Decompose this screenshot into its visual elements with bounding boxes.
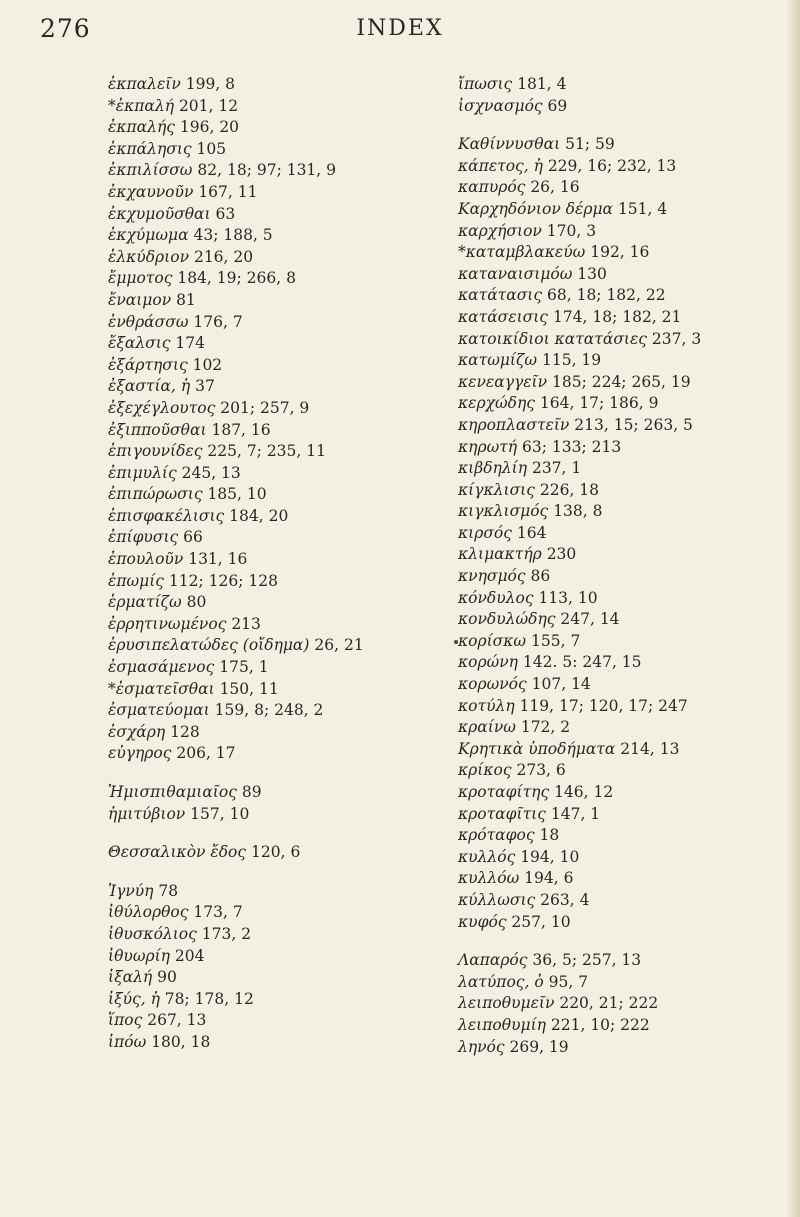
index-entry-references: 237, 1 bbox=[531, 459, 582, 478]
index-entry-headword: ἐκπαλεῖν bbox=[108, 75, 181, 93]
index-entry-headword: εὐγηρος bbox=[108, 744, 172, 763]
index-entry-references: 185; 224; 265, 19 bbox=[551, 372, 691, 391]
index-entry-references: 26, 16 bbox=[530, 178, 580, 197]
index-entry-references: 181, 4 bbox=[517, 75, 567, 93]
index-entry-references: 174, 18; 182, 21 bbox=[552, 307, 682, 326]
index-entry-references: 138, 8 bbox=[553, 502, 603, 521]
index-entry-references: 269, 19 bbox=[509, 1037, 569, 1056]
index-entry-references: 157, 10 bbox=[190, 804, 250, 823]
index-entry-headword: ἐρυσιπελατώδες (οἴδημα) bbox=[108, 636, 310, 655]
index-entry bbox=[458, 782, 778, 804]
index-entry bbox=[458, 950, 778, 972]
index-entry-references: 130 bbox=[577, 264, 607, 283]
index-entry bbox=[108, 527, 438, 549]
index-entry bbox=[108, 946, 438, 968]
index-entry-references: 120, 6 bbox=[251, 843, 301, 862]
index-entry bbox=[108, 782, 438, 804]
index-entry bbox=[108, 967, 438, 989]
index-entry-references: 257, 10 bbox=[511, 912, 571, 931]
index-entry-references: 221, 10; 222 bbox=[550, 1015, 650, 1034]
index-entry-references: 229, 16; 232, 13 bbox=[547, 156, 677, 175]
index-entry-references: 220, 21; 222 bbox=[559, 994, 659, 1013]
index-entry-references: 68, 18; 182, 22 bbox=[547, 286, 666, 305]
index-entry-references: 26, 21 bbox=[314, 636, 364, 655]
index-entry-references: 164 bbox=[516, 523, 547, 542]
index-entry bbox=[108, 484, 438, 506]
index-entry bbox=[108, 420, 438, 442]
index-entry-references: 105 bbox=[196, 139, 227, 158]
index-entry-references: 201, 12 bbox=[178, 96, 239, 115]
index-entry-headword: κατάτασις bbox=[458, 286, 543, 305]
index-entry bbox=[458, 96, 778, 118]
index-entry-references: 164, 17; 186, 9 bbox=[539, 394, 659, 413]
index-entry-references: 180, 18 bbox=[151, 1032, 211, 1051]
index-entry-references: 37 bbox=[195, 377, 215, 396]
index-entry bbox=[108, 312, 438, 334]
index-entry-references: 155, 7 bbox=[531, 631, 581, 650]
index-entry bbox=[108, 398, 438, 420]
index-entry-headword: ἐκπάλησις bbox=[108, 139, 192, 158]
index-entry bbox=[458, 804, 778, 826]
index-entry bbox=[108, 804, 438, 826]
index-entry-headword: κενεαγγεῖν bbox=[458, 372, 548, 391]
index-entry bbox=[458, 890, 778, 912]
index-entry-headword: ἑλκύδριον bbox=[108, 247, 190, 266]
index-entry-headword: *ἐκπαλή bbox=[108, 96, 174, 115]
index-entry-references: 172, 2 bbox=[520, 718, 571, 737]
index-entry bbox=[108, 635, 438, 657]
index-entry-headword: ἐξαστία, ἡ bbox=[108, 377, 191, 396]
index-entry-headword: ἐνθράσσω bbox=[108, 312, 189, 331]
index-entry-references: 192, 16 bbox=[590, 243, 650, 262]
index-entry-headword: ἐξεχέγλουτος bbox=[108, 398, 216, 417]
index-entry-references: 63 bbox=[215, 204, 236, 223]
index-entry bbox=[108, 722, 438, 744]
index-entry-references: 81 bbox=[176, 290, 196, 309]
index-entry-references: 102 bbox=[192, 355, 223, 374]
page-edge-shade bbox=[786, 0, 800, 1217]
index-entry-headword: ἰξαλή bbox=[108, 968, 153, 987]
index-entry bbox=[458, 631, 778, 653]
index-entry-headword: κραίνω bbox=[458, 718, 516, 737]
index-entry-references: 66 bbox=[183, 528, 203, 547]
index-entry bbox=[458, 372, 778, 394]
running-head bbox=[0, 14, 800, 48]
index-entry-references: 95, 7 bbox=[548, 972, 589, 991]
letter-section-gap bbox=[458, 933, 778, 950]
index-entry-headword: ἔμμοτος bbox=[108, 269, 173, 288]
index-entry bbox=[458, 242, 778, 264]
index-entry bbox=[458, 847, 778, 869]
index-entry bbox=[108, 571, 438, 593]
index-entry-headword: κιγκλισμός bbox=[458, 502, 549, 521]
index-entry bbox=[108, 225, 438, 247]
index-entry bbox=[458, 825, 778, 847]
index-entry-headword: ἐπιγουνίδες bbox=[108, 442, 203, 461]
index-entry bbox=[458, 972, 778, 994]
index-entry-headword: ἐκπαλής bbox=[108, 118, 175, 137]
index-column-right bbox=[458, 74, 778, 1058]
index-entry-references: 112; 126; 128 bbox=[168, 571, 278, 590]
index-entry bbox=[458, 393, 778, 415]
margin-dot bbox=[454, 640, 458, 644]
index-entry-references: 167, 11 bbox=[198, 182, 258, 201]
index-entry-headword: ληνός bbox=[458, 1037, 505, 1056]
index-entry bbox=[458, 696, 778, 718]
index-entry-headword: ἐξιπποῦσθαι bbox=[108, 420, 207, 439]
index-entry-headword: ἔξαλσις bbox=[108, 334, 171, 353]
index-entry bbox=[458, 501, 778, 523]
index-entry-references: 80 bbox=[186, 593, 207, 612]
index-entry-headword: κατωμίζω bbox=[458, 351, 538, 370]
index-entry-references: 175, 1 bbox=[219, 658, 269, 677]
index-entry-headword: λειποθυμεῖν bbox=[458, 994, 555, 1013]
index-entry-headword: κνησμός bbox=[458, 567, 526, 586]
index-entry bbox=[108, 355, 438, 377]
index-entry-references: 237, 3 bbox=[651, 329, 702, 348]
index-entry-headword: ἰθυσκόλιος bbox=[108, 924, 197, 943]
index-entry-references: 113, 10 bbox=[538, 588, 598, 607]
running-head-title: INDEX bbox=[356, 16, 444, 41]
index-entry-headword: κροταφίτης bbox=[458, 783, 550, 801]
index-entry-headword: ἐσματεύομαι bbox=[108, 701, 210, 720]
index-entry-headword: κιβδηλίη bbox=[458, 459, 528, 478]
index-entry-references: 230 bbox=[546, 545, 577, 564]
letter-section-gap bbox=[108, 825, 438, 842]
index-entry bbox=[458, 177, 778, 199]
index-entry-references: 36, 5; 257, 13 bbox=[532, 951, 642, 970]
index-entry bbox=[108, 902, 438, 924]
index-entry bbox=[108, 700, 438, 722]
index-entry-references: 78 bbox=[158, 881, 179, 900]
index-entry-headword: ἰθύλορθος bbox=[108, 903, 189, 922]
index-column-left bbox=[108, 74, 438, 1054]
index-entry-headword: κροταφῖτις bbox=[458, 804, 546, 823]
index-entry bbox=[458, 437, 778, 459]
index-entry-headword: κυλλόω bbox=[458, 869, 520, 888]
index-entry bbox=[108, 96, 438, 118]
index-entry-references: 245, 13 bbox=[181, 463, 241, 482]
index-entry-headword: Θεσσαλικὸν ἔδος bbox=[108, 843, 247, 862]
index-entry-headword: ἴπωσις bbox=[458, 75, 513, 93]
index-entry-references: 213 bbox=[231, 614, 261, 633]
index-entry-headword: καταναισιμόω bbox=[458, 264, 573, 283]
index-entry-headword: κίγκλισις bbox=[458, 480, 535, 499]
index-entry bbox=[458, 199, 778, 221]
index-entry-references: 214, 13 bbox=[620, 739, 680, 758]
index-entry-headword: Καρχηδόνιον δέρμα bbox=[458, 199, 613, 218]
index-entry-references: 115, 19 bbox=[541, 351, 602, 370]
index-entry bbox=[108, 506, 438, 528]
index-entry bbox=[108, 743, 438, 765]
letter-section-gap bbox=[108, 864, 438, 881]
index-entry bbox=[458, 134, 778, 156]
index-entry bbox=[108, 1010, 438, 1032]
index-entry-references: 159, 8; 248, 2 bbox=[214, 701, 324, 720]
index-entry-references: 119, 17; 120, 17; 247 bbox=[519, 696, 688, 715]
index-entry bbox=[108, 842, 438, 864]
index-entry-headword: κορωνός bbox=[458, 675, 527, 694]
index-entry bbox=[108, 989, 438, 1011]
index-entry-references: 78; 178, 12 bbox=[164, 989, 254, 1008]
index-entry bbox=[458, 329, 778, 351]
index-entry-references: 89 bbox=[241, 783, 262, 801]
index-entry-headword: ἐκχαυνοῦν bbox=[108, 182, 194, 201]
index-entry bbox=[458, 350, 778, 372]
index-entry-references: 142. 5: 247, 15 bbox=[522, 653, 642, 672]
index-entry-headword: ἐρρητινωμένος bbox=[108, 614, 227, 633]
index-entry bbox=[458, 588, 778, 610]
index-entry bbox=[108, 592, 438, 614]
index-entry-references: 185, 10 bbox=[207, 485, 267, 504]
index-entry-headword: ἐκχύμωμα bbox=[108, 226, 189, 245]
index-entry-headword: κύλλωσις bbox=[458, 890, 536, 909]
index-entry-headword: κιρσός bbox=[458, 523, 512, 542]
index-entry-references: 176, 7 bbox=[193, 312, 243, 331]
index-entry bbox=[458, 156, 778, 178]
index-entry-headword: κόνδυλος bbox=[458, 588, 534, 607]
index-entry-references: 43; 188, 5 bbox=[193, 226, 273, 245]
index-entry-headword: κορίσκω bbox=[458, 631, 527, 650]
index-entry bbox=[458, 74, 778, 96]
index-entry-references: 213, 15; 263, 5 bbox=[574, 415, 693, 434]
index-entry bbox=[108, 74, 438, 96]
index-entry-headword: ἐπίφυσις bbox=[108, 528, 179, 547]
index-entry bbox=[458, 307, 778, 329]
index-entry bbox=[108, 1032, 438, 1054]
index-entry bbox=[108, 290, 438, 312]
index-entry-headword: ἐκχυμοῦσθαι bbox=[108, 204, 211, 223]
index-entry-references: 206, 17 bbox=[176, 744, 236, 763]
index-entry-references: 18 bbox=[539, 826, 560, 845]
index-entry bbox=[458, 717, 778, 739]
index-entry bbox=[458, 458, 778, 480]
index-entry bbox=[458, 1037, 778, 1059]
index-entry-references: 150, 11 bbox=[219, 679, 279, 698]
index-entry-headword: κοτύλη bbox=[458, 696, 515, 715]
index-entry-headword: καπυρός bbox=[458, 178, 526, 197]
index-entry bbox=[458, 993, 778, 1015]
letter-section-gap bbox=[458, 117, 778, 134]
index-entry bbox=[458, 674, 778, 696]
index-entry-headword: ἐσχάρη bbox=[108, 722, 166, 741]
index-entry-headword: κάπετος, ἡ bbox=[458, 156, 543, 175]
index-entry bbox=[458, 523, 778, 545]
index-entry bbox=[108, 117, 438, 139]
index-entry bbox=[108, 160, 438, 182]
index-entry-headword: καρχήσιον bbox=[458, 221, 542, 240]
index-entry-references: 86 bbox=[530, 567, 551, 586]
index-entry-headword: ἵπος bbox=[108, 1011, 143, 1030]
index-entry-headword: κερχώδης bbox=[458, 394, 535, 413]
index-entry-references: 151, 4 bbox=[617, 199, 668, 218]
index-entry bbox=[108, 204, 438, 226]
index-entry-headword: κρίκος bbox=[458, 761, 512, 780]
index-entry-references: 201; 257, 9 bbox=[220, 398, 310, 417]
index-entry-references: 225, 7; 235, 11 bbox=[207, 442, 326, 461]
index-entry-references: 196, 20 bbox=[179, 118, 240, 137]
index-entry-references: 174 bbox=[175, 334, 206, 353]
index-entry bbox=[108, 614, 438, 636]
index-entry-references: 82, 18; 97; 131, 9 bbox=[197, 161, 337, 180]
index-entry-references: 131, 16 bbox=[188, 550, 248, 569]
index-entry-headword: ἐπωμίς bbox=[108, 571, 164, 590]
index-entry-headword: Ἡμισπιθαμιαῖος bbox=[108, 783, 237, 801]
index-entry-headword: ἐσμασάμενος bbox=[108, 658, 215, 677]
index-entry-headword: ἰπόω bbox=[108, 1032, 147, 1051]
index-entry-references: 173, 7 bbox=[193, 903, 243, 922]
index-entry-references: 187, 16 bbox=[211, 420, 271, 439]
index-entry bbox=[458, 609, 778, 631]
index-entry-references: 194, 6 bbox=[524, 869, 574, 888]
index-entry bbox=[108, 657, 438, 679]
index-entry-headword: λειποθυμίη bbox=[458, 1015, 546, 1034]
index-entry bbox=[108, 333, 438, 355]
index-entry-headword: κυφός bbox=[458, 912, 507, 931]
index-entry-references: 170, 3 bbox=[546, 221, 597, 240]
index-entry bbox=[458, 285, 778, 307]
index-entry-headword: Κρητικὰ ὑποδήματα bbox=[458, 739, 616, 758]
index-entry bbox=[108, 881, 438, 903]
index-entry-headword: ἐπουλοῦν bbox=[108, 550, 184, 569]
index-entry-headword: ἐπισφακέλισις bbox=[108, 506, 225, 525]
index-entry bbox=[108, 139, 438, 161]
index-entry bbox=[108, 376, 438, 398]
index-entry-headword: λατύπος, ὁ bbox=[458, 972, 544, 991]
index-entry bbox=[458, 1015, 778, 1037]
index-entry-references: 173, 2 bbox=[201, 924, 252, 943]
index-entry-references: 63; 133; 213 bbox=[522, 437, 622, 456]
index-entry bbox=[458, 912, 778, 934]
index-entry-headword: ἐπιπώρωσις bbox=[108, 485, 203, 504]
index-entry-references: 247, 14 bbox=[560, 610, 620, 629]
index-entry-headword: ἔναιμον bbox=[108, 290, 172, 309]
index-entry-headword: κατοικίδιοι κατατάσιες bbox=[458, 329, 647, 348]
index-entry-references: 128 bbox=[170, 722, 200, 741]
index-entry-references: 194, 10 bbox=[520, 847, 580, 866]
index-entry-references: 267, 13 bbox=[147, 1011, 207, 1030]
index-entry-headword: Ἰγνύη bbox=[108, 881, 154, 900]
index-entry bbox=[458, 544, 778, 566]
index-entry-headword: κηροπλαστεῖν bbox=[458, 415, 570, 434]
index-entry bbox=[108, 679, 438, 701]
index-entry-references: 226, 18 bbox=[539, 480, 600, 499]
index-entry-headword: κυλλός bbox=[458, 847, 516, 866]
index-entry bbox=[458, 868, 778, 890]
page-number: 276 bbox=[40, 14, 91, 43]
index-entry bbox=[108, 441, 438, 463]
index-entry-references: 216, 20 bbox=[193, 247, 254, 266]
index-entry-headword: ἰξύς, ἡ bbox=[108, 989, 160, 1008]
index-entry-references: 107, 14 bbox=[531, 675, 591, 694]
index-entry bbox=[458, 566, 778, 588]
index-entry-headword: Λαπαρός bbox=[458, 951, 528, 970]
index-entry-headword: ἰσχνασμός bbox=[458, 96, 543, 115]
index-entry bbox=[458, 264, 778, 286]
index-entry-headword: ἡμιτύβιον bbox=[108, 804, 186, 823]
index-entry bbox=[108, 463, 438, 485]
index-entry bbox=[108, 182, 438, 204]
index-entry-references: 69 bbox=[547, 96, 568, 115]
index-entry-references: 184, 20 bbox=[229, 506, 289, 525]
index-entry-headword: ἐπιμυλίς bbox=[108, 463, 177, 482]
index-entry-headword: κηρωτή bbox=[458, 437, 518, 456]
index-entry bbox=[458, 739, 778, 761]
index-entry-references: 263, 4 bbox=[540, 890, 590, 909]
index-entry-headword: Καθίννυσθαι bbox=[458, 135, 561, 154]
index-entry-headword: ἐκπιλίσσω bbox=[108, 161, 193, 180]
index-entry-headword: κρόταφος bbox=[458, 826, 535, 845]
index-entry-headword: *ἐσματεῖσθαι bbox=[108, 679, 215, 698]
index-entry-references: 199, 8 bbox=[185, 75, 236, 93]
index-entry-headword: ἰθυωρίη bbox=[108, 946, 170, 965]
index-entry-headword: ἐξάρτησις bbox=[108, 355, 188, 374]
index-entry-references: 184, 19; 266, 8 bbox=[177, 269, 296, 288]
index-entry-headword: ἑρματίζω bbox=[108, 593, 182, 612]
index-entry-headword: κορώνη bbox=[458, 653, 518, 672]
letter-section-gap bbox=[108, 765, 438, 782]
index-entry-headword: κλιμακτήρ bbox=[458, 545, 542, 564]
index-entry bbox=[458, 221, 778, 243]
index-entry-references: 147, 1 bbox=[550, 804, 601, 823]
index-entry-headword: *καταμβλακεύω bbox=[458, 243, 586, 262]
index-entry-references: 90 bbox=[157, 968, 177, 987]
index-entry bbox=[458, 760, 778, 782]
index-entry bbox=[458, 480, 778, 502]
index-entry-references: 273, 6 bbox=[516, 761, 566, 780]
index-entry bbox=[108, 549, 438, 571]
index-entry bbox=[458, 415, 778, 437]
index-entry-references: 146, 12 bbox=[554, 783, 614, 801]
index-entry bbox=[108, 247, 438, 269]
index-entry-headword: κονδυλώδης bbox=[458, 610, 556, 629]
index-entry-references: 204 bbox=[174, 946, 205, 965]
index-entry bbox=[108, 924, 438, 946]
index-entry bbox=[108, 268, 438, 290]
index-entry bbox=[458, 652, 778, 674]
index-entry-headword: κατάσεισις bbox=[458, 307, 548, 326]
index-entry-references: 51; 59 bbox=[565, 135, 615, 154]
